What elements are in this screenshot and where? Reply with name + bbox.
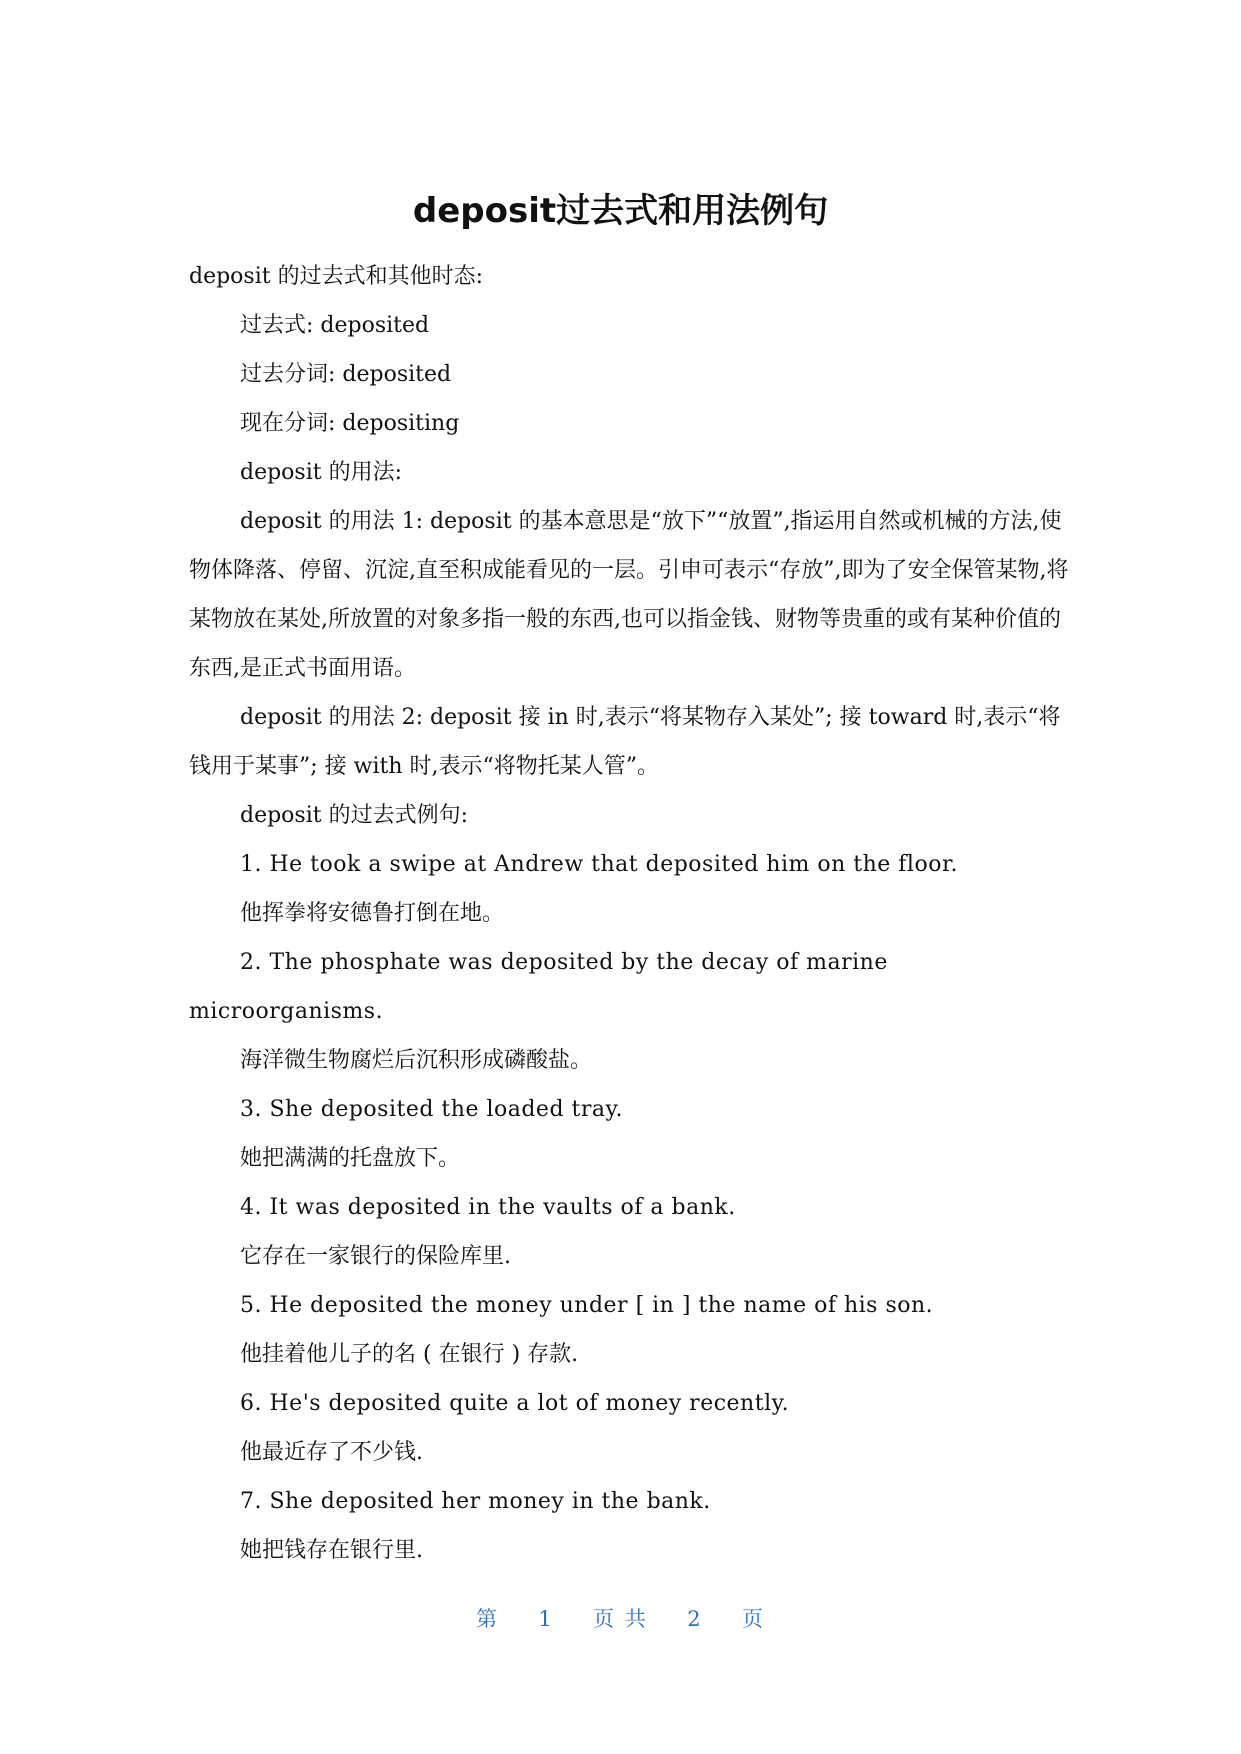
paragraph: deposit 的用法 1: deposit 的基本意思是“放下”“放置”,指运用自然或机械的方法,使物体降落、停留、沉淀,直至积成能看见的一层。引申可表示“存放”,即为了安全保管某物,将某物放在某处,所放置的对象多指一般的东西,也可以指金钱、财物等贵重的或有某种价值的东西,是正式书面用语。 xyxy=(189,509,1069,681)
example-sentence-zh: 他挥拳将安德鲁打倒在地。 xyxy=(240,901,505,926)
footer-suffix: 页 xyxy=(741,1607,765,1631)
example-sentence-zh: 海洋微生物腐烂后沉积形成磷酸盐。 xyxy=(240,1048,593,1073)
example-sentence-en: 7. She deposited her money in the bank. xyxy=(240,1489,711,1514)
example-sentence-en: 4. It was deposited in the vaults of a bank. xyxy=(240,1195,736,1220)
document-title: deposit过去式和用法例句 xyxy=(412,191,829,231)
document-body xyxy=(189,252,1069,1575)
example-sentence-en: 2. The phosphate was deposited by the decay of marine microorganisms. xyxy=(189,950,896,1024)
footer-total-pages: 2 xyxy=(687,1607,703,1631)
footer-middle: 页 共 xyxy=(593,1607,648,1631)
paragraph: deposit 的过去式和其他时态: xyxy=(189,264,484,289)
example-sentence-en: 3. She deposited the loaded tray. xyxy=(240,1097,624,1122)
example-sentence-zh: 他最近存了不少钱. xyxy=(240,1440,423,1465)
paragraph: 过去分词: deposited xyxy=(240,362,452,387)
paragraph: deposit 的用法 2: deposit 接 in 时,表示“将某物存入某处”; 接 toward 时,表示“将钱用于某事”; 接 with 时,表示“将物托某人管”。 xyxy=(189,705,1061,779)
example-sentence-zh: 它存在一家银行的保险库里. xyxy=(240,1244,511,1269)
example-sentence-zh: 她把满满的托盘放下。 xyxy=(240,1146,461,1171)
example-sentence-en: 5. He deposited the money under [ in ] the name of his son. xyxy=(240,1293,934,1318)
example-sentence-zh: 他挂着他儿子的名 ( 在银行 ) 存款. xyxy=(240,1342,579,1367)
footer-prefix: 第 xyxy=(476,1607,500,1631)
page-footer xyxy=(0,1603,1241,1633)
paragraph: deposit 的过去式例句: xyxy=(240,803,469,828)
example-sentence-en: 6. He's deposited quite a lot of money recently. xyxy=(240,1391,790,1416)
paragraph: deposit 的用法: xyxy=(240,460,403,485)
example-sentence-en: 1. He took a swipe at Andrew that deposited him on the floor. xyxy=(240,852,959,877)
example-sentence-zh: 她把钱存在银行里. xyxy=(240,1538,423,1563)
footer-current-page: 1 xyxy=(538,1607,554,1631)
paragraph: 现在分词: depositing xyxy=(240,411,460,436)
paragraph: 过去式: deposited xyxy=(240,313,430,338)
